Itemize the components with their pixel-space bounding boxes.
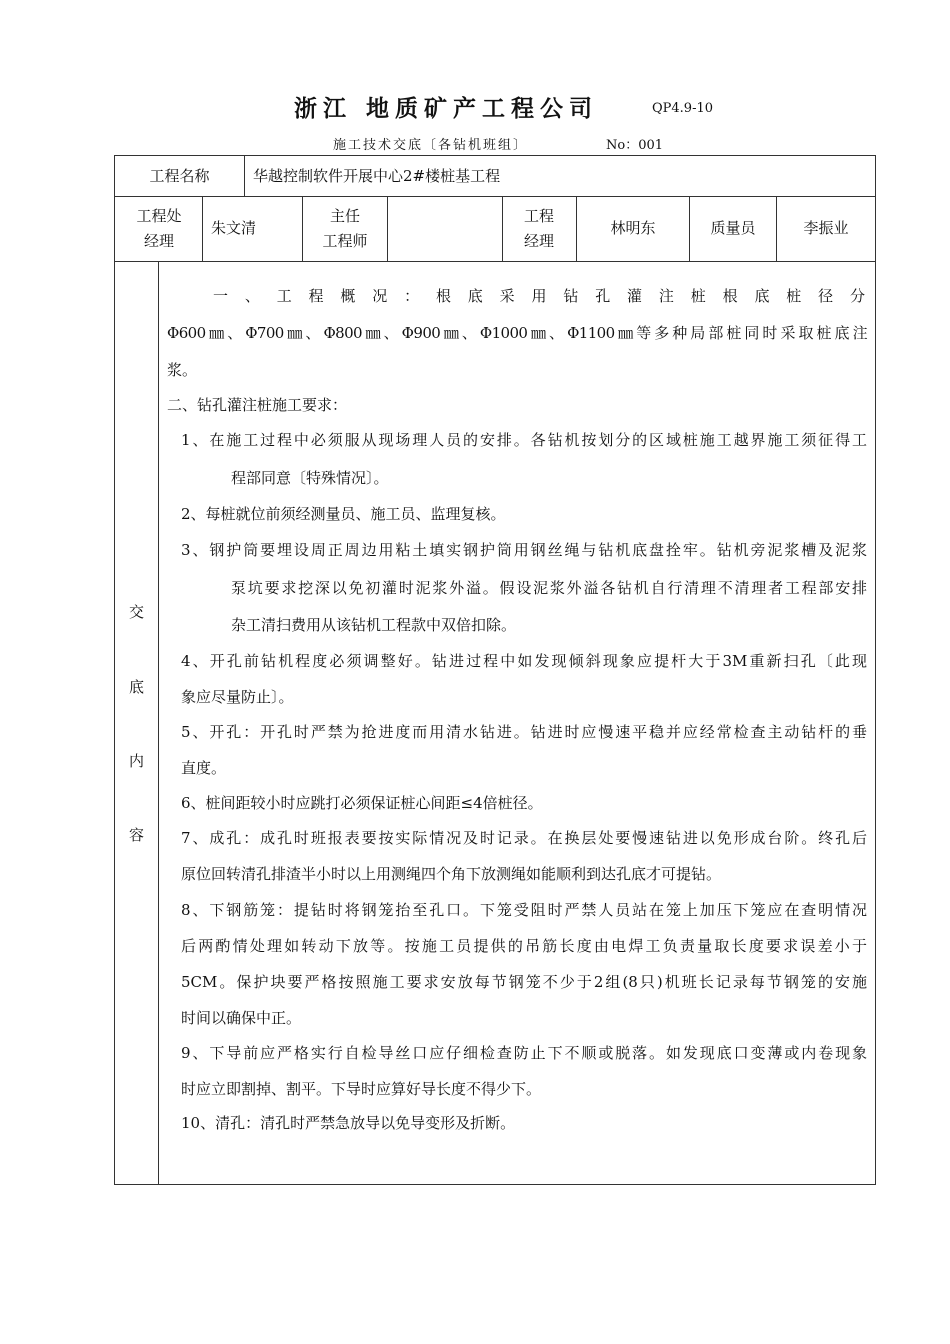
- requirement-line: 10、清孔：清孔时严禁急放导以免导变形及折断。: [181, 1114, 516, 1132]
- overview-line: 浆。: [167, 361, 198, 379]
- requirement-line: 3、钢护筒要埋设周正周边用粘土填实钢护筒用钢丝绳与钻机底盘拴牢。钻机旁泥浆槽及泥浆: [181, 541, 867, 559]
- side-label-char: 内: [128, 752, 144, 770]
- side-label-char: 底: [128, 678, 144, 696]
- document-code: QP4.9-10: [652, 101, 714, 116]
- dept-manager-label: 工程处 经理: [136, 206, 182, 250]
- requirement-line: 直度。: [181, 759, 227, 777]
- document-number: No：001: [606, 138, 664, 153]
- document-subtitle: 施工技术交底〔各钻机班组〕: [333, 138, 529, 153]
- requirement-line: 1、在施工过程中必须服从现场理人员的安排。各钻机按划分的区域桩施工越界施工须征得工: [181, 431, 867, 449]
- chief-engineer-value: [388, 196, 502, 261]
- side-label-char: 交: [128, 603, 144, 621]
- dept-manager-value: 朱文清: [211, 219, 257, 237]
- requirement-line: 时应立即割掉、割平。下导时应算好导长度不得少下。: [181, 1080, 542, 1098]
- requirement-line: 泵坑要求挖深以免初灌时泥浆外溢。假设泥浆外溢各钻机自行清理不清理者工程部安排: [231, 579, 867, 597]
- project-name-label: 工程名称: [149, 166, 210, 185]
- requirement-line: 杂工清扫费用从该钻机工程款中双倍扣除。: [231, 616, 517, 634]
- requirement-line: 程部同意〔特殊情况〕。: [231, 469, 389, 487]
- column-divider: [502, 196, 503, 261]
- qc-label: 质量员: [710, 219, 756, 237]
- overview-line: 一、工程概况：根底采用钻孔灌注桩根底桩径分: [213, 287, 867, 305]
- requirement-line: 9、下导前应严格实行自检导丝口应仔细检查防止下不顺或脱落。如发现底口变薄或内卷现象: [181, 1044, 867, 1062]
- company-name: 浙江 地质矿产工程公司: [294, 96, 599, 122]
- requirement-line: 5CM。保护块要严格按照施工要求安放每节钢笼不少于2组(8只)机班长记录每节钢笼的安施: [181, 973, 867, 991]
- requirement-line: 8、下钢筋笼：提钻时将钢笼抬至孔口。下笼受阻时严禁人员站在笼上加压下笼应在查明情况: [181, 901, 867, 919]
- side-label-char: 容: [128, 826, 144, 844]
- column-divider: [158, 261, 159, 1185]
- requirement-line: 2、每桩就位前须经测量员、施工员、监理复核。: [181, 505, 506, 523]
- chief-engineer-label: 主任 工程师: [322, 206, 368, 250]
- requirement-line: 4、开孔前钻机程度必须调整好。钻进过程中如发现倾斜现象应提杆大于3M重新扫孔〔此现: [181, 652, 867, 670]
- project-name-value: 华越控制软件开展中心2#楼桩基工程: [253, 166, 501, 185]
- qc-value: 李振业: [803, 219, 849, 237]
- project-manager-label: 工程 经理: [523, 206, 554, 250]
- column-divider: [302, 196, 303, 261]
- briefing-content-label: [115, 261, 158, 1185]
- section-heading: 二、钻孔灌注桩施工要求：: [167, 396, 348, 414]
- requirement-line: 原位回转清孔排渣半小时以上用测绳四个角下放测绳如能顺利到达孔底才可提钻。: [181, 865, 722, 883]
- requirement-line: 6、桩间距较小时应跳打必须保证桩心间距≤4倍桩径。: [181, 794, 543, 812]
- project-manager-value: 林明东: [610, 219, 656, 237]
- requirement-line: 后两酌情处理如转动下放等。按施工员提供的吊筋长度由电焊工负责量取长度要求误差小于: [181, 937, 867, 955]
- document-header: [0, 90, 950, 124]
- requirement-line: 5、开孔：开孔时严禁为抢进度而用清水钻进。钻进时应慢速平稳并应经常检查主动钻杆的垂: [181, 723, 867, 741]
- requirement-line: 7、成孔：成孔时班报表要按实际情况及时记录。在换层处要慢速钻进以免形成台阶。终孔后: [181, 829, 867, 847]
- overview-line: Φ600㎜、Φ700㎜、Φ800㎜、Φ900㎜、Φ1000㎜、Φ1100㎜等多种局部桩同时采取桩底注: [167, 324, 867, 342]
- row-divider: [115, 261, 875, 262]
- requirement-line: 时间以确保中正。: [181, 1009, 302, 1027]
- requirement-line: 象应尽量防止〕。: [181, 688, 294, 706]
- briefing-form-table: [114, 155, 876, 1185]
